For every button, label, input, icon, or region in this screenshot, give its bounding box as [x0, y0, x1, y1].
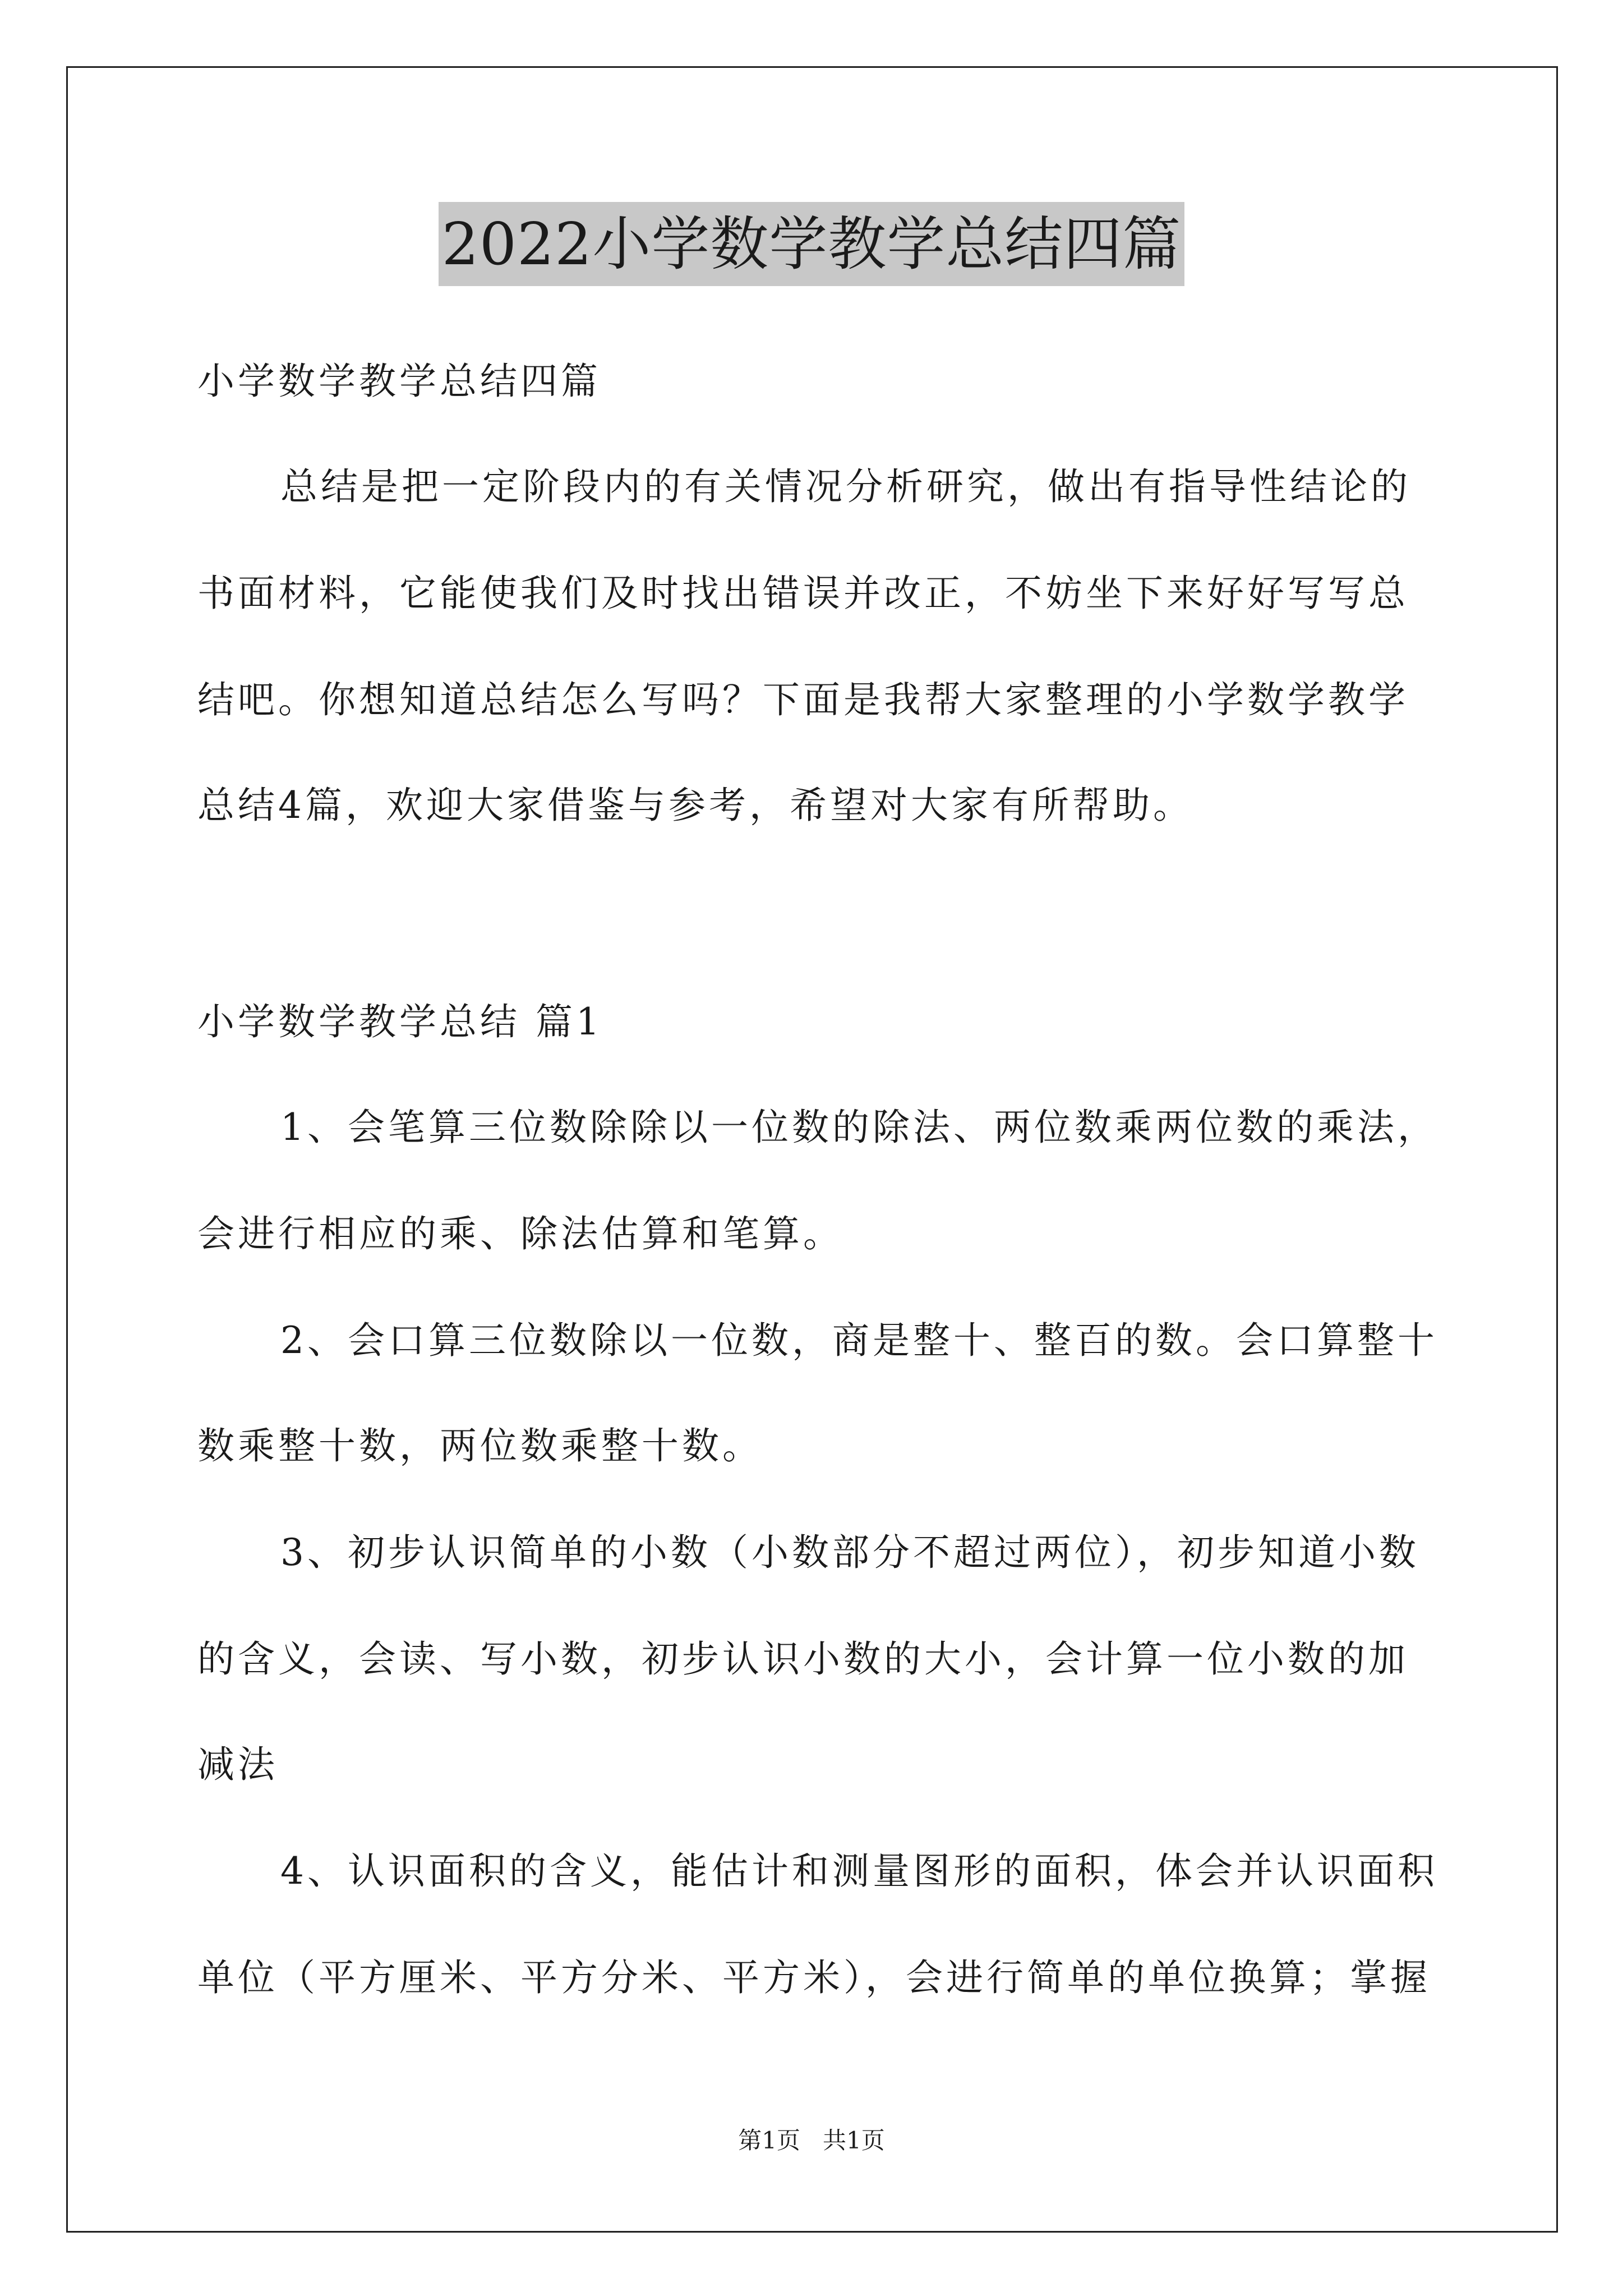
item-1-line[interactable]: 1、会笔算三位数除除以一位数的除法、两位数乘两位数的乘法， — [280, 1106, 1438, 1149]
item-4-line[interactable]: 4、认识面积的含义，能估计和测量图形的面积，体会并认识面积 — [280, 1849, 1438, 1893]
document-title[interactable]: 2022小学数学教学总结四篇 — [439, 202, 1185, 286]
title-block — [0, 202, 1623, 286]
intro-line[interactable]: 书面材料，它能使我们及时找出错误并改正，不妨坐下来好好写写总 — [197, 572, 1409, 615]
intro-line[interactable]: 总结4篇，欢迎大家借鉴与参考，希望对大家有所帮助。 — [197, 784, 1193, 827]
intro-line[interactable]: 结吧。你想知道总结怎么写吗？下面是我帮大家整理的小学数学教学 — [197, 678, 1409, 721]
item-3-line[interactable]: 的含义，会读、写小数，初步认识小数的大小，会计算一位小数的加 — [197, 1637, 1409, 1681]
item-2-line[interactable]: 数乘整十数，两位数乘整十数。 — [197, 1424, 763, 1467]
intro-line[interactable]: 总结是把一定阶段内的有关情况分析研究，做出有指导性结论的 — [280, 465, 1411, 508]
section-heading[interactable]: 小学数学教学总结 篇1 — [197, 1000, 603, 1043]
subtitle[interactable]: 小学数学教学总结四篇 — [197, 360, 601, 403]
page-number-footer: 第1页 共1页 — [738, 2127, 885, 2154]
item-3-line[interactable]: 3、初步认识简单的小数（小数部分不超过两位），初步知道小数 — [280, 1531, 1419, 1574]
item-4-line[interactable]: 单位（平方厘米、平方分米、平方米），会进行简单的单位换算；掌握 — [197, 1956, 1431, 1999]
item-2-line[interactable]: 2、会口算三位数除以一位数，商是整十、整百的数。会口算整十 — [280, 1319, 1438, 1362]
item-1-line[interactable]: 会进行相应的乘、除法估算和笔算。 — [197, 1212, 843, 1255]
item-3-line[interactable]: 减法 — [197, 1743, 278, 1786]
